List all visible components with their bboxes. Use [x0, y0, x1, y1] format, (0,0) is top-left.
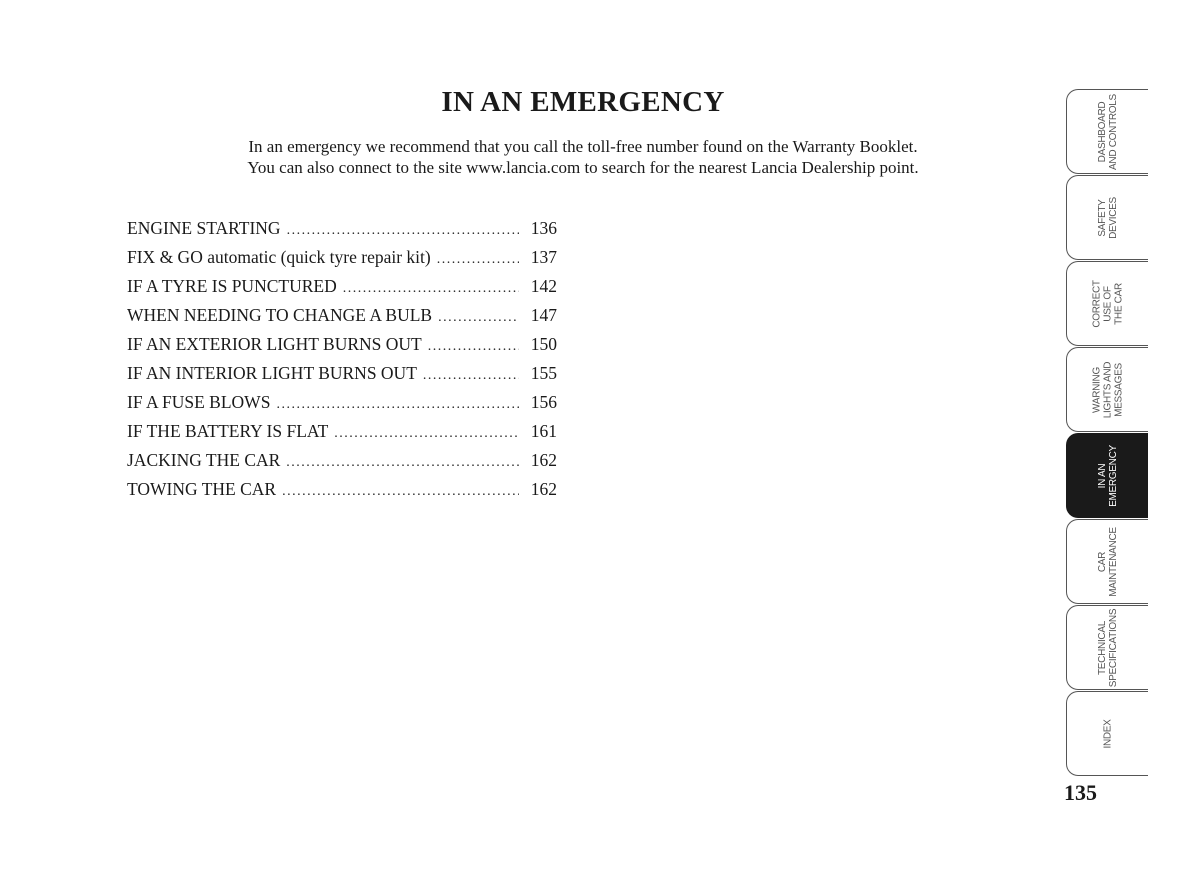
toc-entry[interactable] [127, 330, 557, 359]
tab-technical-specifications[interactable] [1066, 605, 1148, 690]
tab-label: SAFETY DEVICES [1096, 196, 1119, 239]
tab-index[interactable] [1066, 691, 1148, 776]
toc-leader-dots [287, 216, 519, 245]
toc-entry-label: IF AN EXTERIOR LIGHT BURNS OUT [127, 334, 422, 354]
tab-dashboard-and-controls[interactable] [1066, 89, 1148, 174]
toc-entry-label: TOWING THE CAR [127, 479, 277, 499]
toc-entry-page: 162 [530, 479, 557, 499]
toc-entry[interactable] [127, 243, 557, 272]
toc-leader-dots [428, 332, 519, 361]
tab-car-maintenance[interactable] [1066, 519, 1148, 604]
table-of-contents [127, 214, 557, 504]
toc-entry[interactable] [127, 214, 557, 243]
toc-entry-label: ENGINE STARTING [127, 218, 281, 238]
toc-leader-dots [438, 303, 519, 332]
toc-entry-label: JACKING THE CAR [127, 450, 281, 470]
toc-entry-label: IF AN INTERIOR LIGHT BURNS OUT [127, 363, 417, 383]
toc-leader-dots [343, 274, 519, 303]
tab-label: CAR MAINTENANCE [1096, 526, 1119, 597]
toc-leader-dots [282, 477, 519, 506]
tab-label: CORRECT USE OF THE CAR [1091, 279, 1124, 328]
toc-entry-page: 155 [530, 363, 557, 383]
tab-warning-lights-and-messages[interactable] [1066, 347, 1148, 432]
tab-label: DASHBOARD AND CONTROLS [1096, 93, 1119, 170]
intro-text [150, 136, 1016, 178]
tab-safety-devices[interactable] [1066, 175, 1148, 260]
toc-entry[interactable] [127, 359, 557, 388]
toc-entry-page: 162 [530, 450, 557, 470]
toc-leader-dots [276, 390, 519, 419]
toc-entry[interactable] [127, 388, 557, 417]
toc-entry-label: IF A TYRE IS PUNCTURED [127, 276, 337, 296]
toc-entry[interactable] [127, 301, 557, 330]
tab-label: TECHNICAL SPECIFICATIONS [1096, 608, 1119, 687]
toc-entry-label: IF A FUSE BLOWS [127, 392, 271, 412]
tab-correct-use-of-the-car[interactable] [1066, 261, 1148, 346]
toc-entry-label: IF THE BATTERY IS FLAT [127, 421, 329, 441]
page-number: 135 [1064, 780, 1097, 805]
toc-entry-page: 147 [530, 305, 557, 325]
toc-entry-page: 136 [530, 218, 557, 238]
toc-entry-page: 137 [530, 247, 557, 267]
toc-entry-page: 161 [530, 421, 557, 441]
tab-label: WARNING LIGHTS AND MESSAGES [1091, 361, 1124, 418]
toc-entry-page: 150 [530, 334, 557, 354]
toc-entry-page: 156 [530, 392, 557, 412]
toc-entry-label: FIX & GO automatic (quick tyre repair kit) [127, 247, 431, 267]
toc-entry[interactable] [127, 417, 557, 446]
tab-label: IN AN EMERGENCY [1096, 444, 1119, 507]
toc-leader-dots [286, 448, 519, 477]
intro-line-1: In an emergency we recommend that you call the toll-free number found on the Warranty Booklet. [248, 137, 918, 156]
toc-entry[interactable] [127, 446, 557, 475]
toc-leader-dots [334, 419, 519, 448]
toc-leader-dots [437, 245, 519, 274]
tab-in-an-emergency[interactable] [1066, 433, 1148, 518]
page-title: IN AN EMERGENCY [441, 86, 725, 118]
toc-entry-page: 142 [530, 276, 557, 296]
toc-entry[interactable] [127, 475, 557, 504]
tab-label: INDEX [1102, 718, 1113, 749]
toc-entry-label: WHEN NEEDING TO CHANGE A BULB [127, 305, 433, 325]
toc-entry[interactable] [127, 272, 557, 301]
section-tabs [1066, 89, 1149, 775]
intro-line-2: You can also connect to the site www.lancia.com to search for the nearest Lancia Dealership point. [247, 158, 919, 177]
toc-leader-dots [423, 361, 519, 390]
